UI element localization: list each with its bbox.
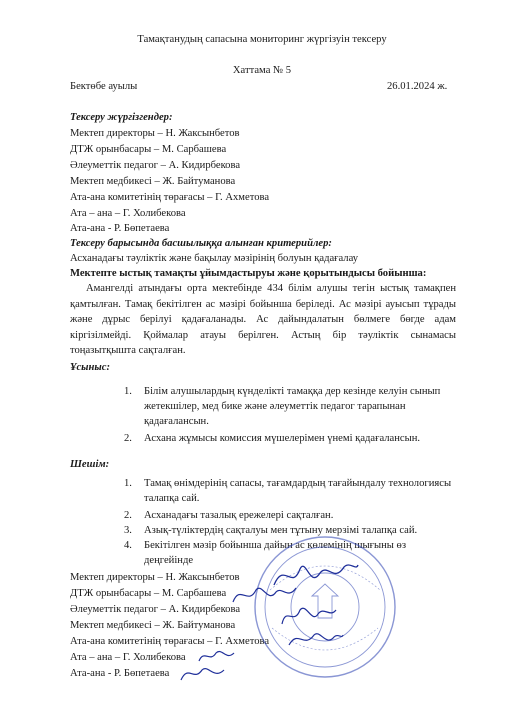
inspector-item: ДТЖ орынбасары – М. Сарбашева: [70, 144, 227, 155]
signature-scribble-icon: [286, 625, 344, 653]
list-item-text: Бекітілген мәзір бойынша дайын ас көлемінің шығыны өз деңгейінде: [144, 540, 407, 566]
protocol-number: Хаттама № 5: [232, 65, 292, 76]
list-item: [124, 384, 458, 429]
list-item-text: Асхана жұмысы комиссия мүшелерімен үнемі қадағалансын.: [144, 433, 421, 444]
hot-meals-heading: Мектепте ыстық тамақты ұйымдастыруы және қорытындысы бойынша:: [70, 268, 427, 279]
signature-line: Әлеуметтік педагог – А. Кидирбекова: [70, 604, 241, 615]
protocol-date: 26.01.2024 ж.: [387, 81, 448, 92]
place-name: Бектөбе ауылы: [70, 81, 138, 92]
list-item-number: 2.: [124, 433, 132, 444]
recommendations-heading: Ұсыныс:: [70, 362, 110, 373]
decision-heading: Шешім:: [70, 459, 110, 470]
document-title: Тамақтанудың сапасына мониторинг жүргізуін тексеру: [137, 34, 387, 45]
inspector-item: Мектеп директоры – Н. Жаксынбетов: [70, 128, 240, 139]
signature-line: ДТЖ орынбасары – М. Сарбашева: [70, 588, 227, 599]
criteria-text: Асханадағы тәуліктік және бақылау мәзірінің болуын қадағалау: [70, 253, 359, 264]
inspector-item: Мектеп медбикесі – Ж. Байтуманова: [70, 176, 236, 187]
list-item-text: Білім алушылардың күнделікті тамаққа дер кезінде келуін сынып жетекшілер, мед бике және әлеуметтік педагог тарапынан қадағалансын.: [144, 386, 441, 427]
inspector-item: Ата-ана комитетінің төрағасы – Г. Ахметова: [70, 192, 270, 203]
signature-line: Ата-ана комитетінің төрағасы – Г. Ахметова: [70, 636, 270, 647]
list-item-text: Азық-түліктердің сақталуы мен тұтыну мерзімі талапқа сай.: [144, 525, 418, 536]
list-item-number: 3.: [124, 525, 132, 536]
list-item-number: 4.: [124, 540, 132, 551]
list-item-number: 1.: [124, 386, 132, 397]
inspectors-heading: Тексеру жүргізгендер:: [70, 112, 173, 123]
signature-scribble-icon: [178, 660, 228, 686]
list-item: [124, 508, 452, 523]
list-item-text: Асханадағы тазалық ережелері сақталған.: [144, 510, 334, 521]
signature-line: Ата – ана – Г. Холибекова: [70, 652, 186, 663]
recommendations-list: [124, 384, 458, 446]
hot-meals-paragraph: [70, 281, 456, 359]
list-item-text: Тамақ өнімдерінің сапасы, тағамдардың тағайындалу технологиясы талапқа сай.: [144, 478, 452, 504]
list-item: [124, 476, 452, 506]
inspector-item: Әлеуметтік педагог – А. Кидирбекова: [70, 160, 241, 171]
signature-line: Мектеп директоры – Н. Жаксынбетов: [70, 572, 240, 583]
signature-line: Ата-ана - Р. Бөпетаева: [70, 668, 170, 679]
list-item-number: 1.: [124, 478, 132, 489]
criteria-heading: Тексеру барысында басшылыққа алынған критерийлер:: [70, 238, 332, 249]
inspector-item: Ата – ана – Г. Холибекова: [70, 208, 186, 219]
list-item-number: 2.: [124, 510, 132, 521]
list-item: [124, 431, 458, 446]
inspector-item: Ата-ана - Р. Бөпетаева: [70, 223, 170, 234]
hot-meals-text: Амангелді атындағы орта мектебінде 434 білім алушы тегін ыстық тамақпен қамтылған. Тамақ бекітілген ас мәзірі бойынша беріледі. Ас мәзірі ауысып тұрады және дұрыс берілуі қадағаланады. Ас дайындалатын бөлмеге бөгде адам кіргізілмейді. Қоймалар атауы берілген. Астың бір тәуліктік сынамасы тоңазытқышта сақталған.: [70, 283, 456, 357]
signature-line: Мектеп медбикесі – Ж. Байтуманова: [70, 620, 236, 631]
